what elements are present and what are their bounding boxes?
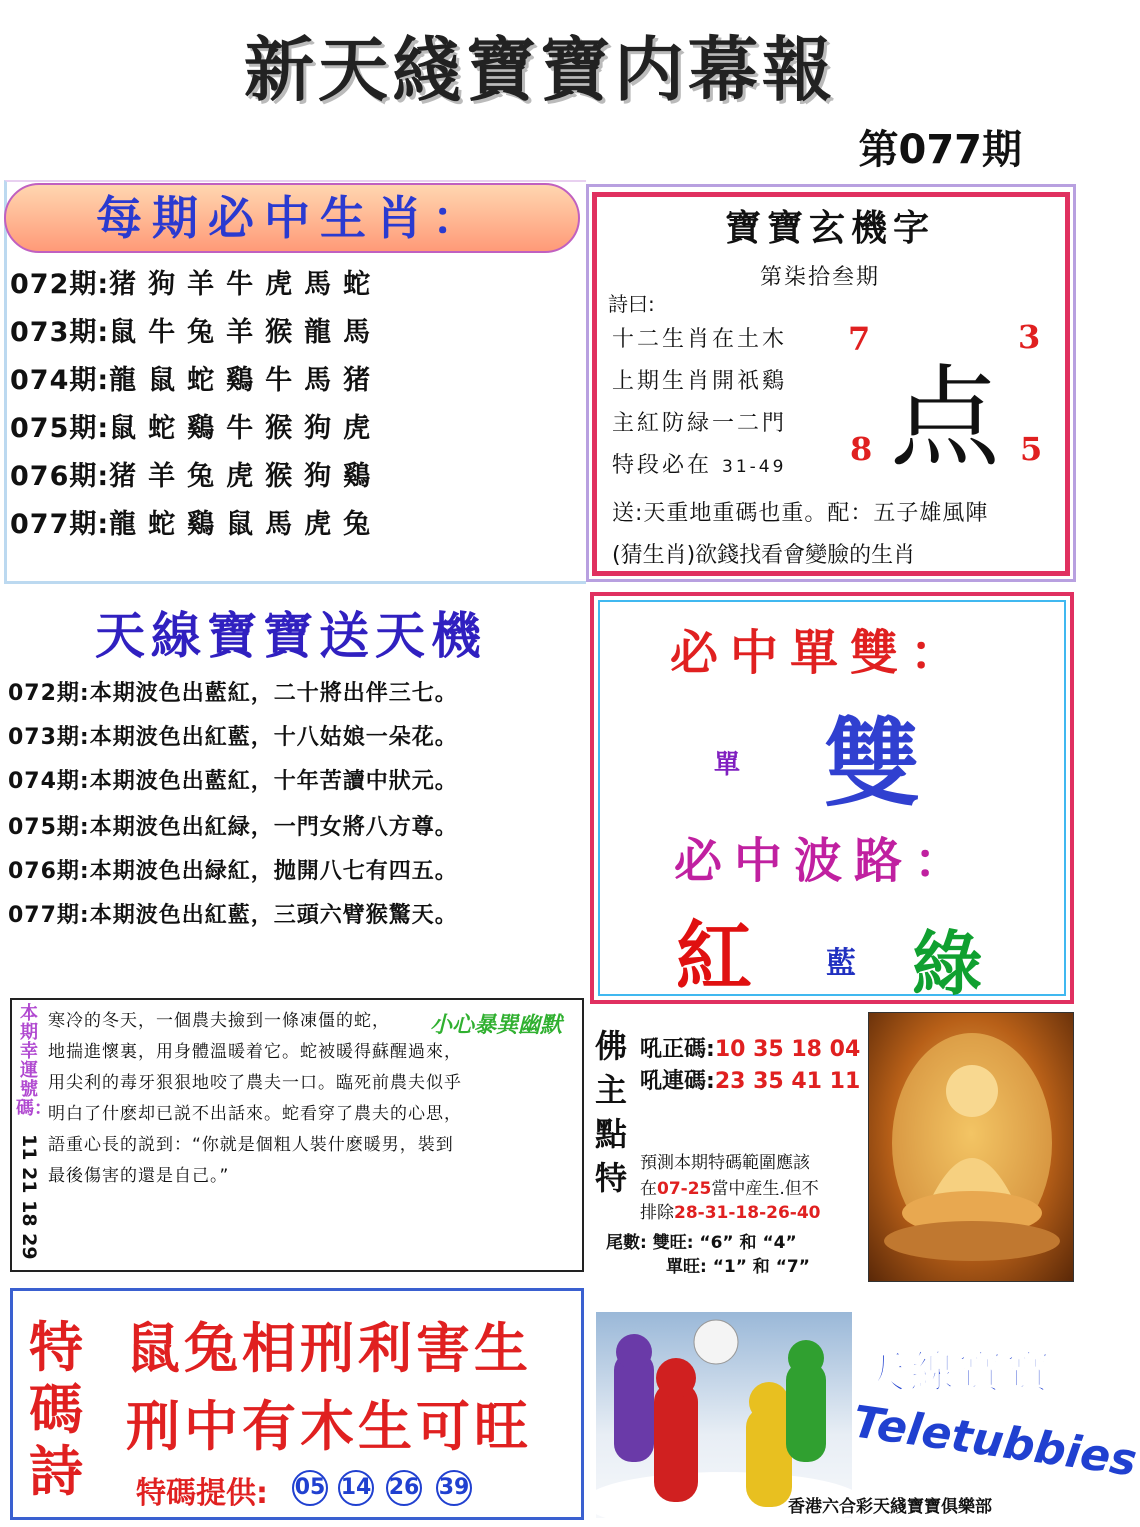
teletubbies-cn: 天線寶寶 — [862, 1347, 1054, 1398]
jizi-title: 寶寶玄機字 — [724, 207, 935, 249]
bluetooth-banner: 天線寶寶送天機 — [95, 607, 487, 665]
special-provide-label: 特碼提供: — [136, 1476, 268, 1511]
guess-zodiac-text: (猜生肖)欲錢找看會變臉的生肖 — [612, 543, 916, 568]
tail-odd: 單旺: “1” 和 “7” — [666, 1257, 810, 1277]
lucky-label: 本期幸運號碼： — [16, 1003, 52, 1119]
jizi-subtitle: 第柒拾叁期 — [759, 265, 880, 290]
wave-row: 074期:本期波色出藍紅，十年苦讀中狀元。 — [8, 769, 458, 794]
wave-row: 072期:本期波色出藍紅，二十將出伴三七。 — [8, 681, 458, 706]
poem-line: 十二生肖在土木 — [612, 327, 788, 352]
green-wave: 綠 — [912, 922, 982, 1005]
wave-row: 077期:本期波色出紅藍，三頭六臂猴驚天。 — [8, 903, 458, 928]
send-text: 送:天重地重碼也重。配：五子雄風陣 — [612, 501, 989, 526]
poem-label: 詩曰: — [608, 292, 655, 316]
machine-char: 点 — [890, 354, 1000, 482]
zodiac-row: 073期:鼠牛兔羊猴龍馬 — [10, 317, 383, 348]
tail-even: 尾數: 雙旺: “6” 和 “4” — [606, 1233, 797, 1253]
page-title: 新天綫寶寶内幕報 — [244, 28, 836, 111]
special-poem-line: 刑中有木生可旺 — [126, 1394, 532, 1458]
issue-number: 第077期 — [858, 127, 1022, 173]
range-text: 31-49 — [722, 457, 787, 477]
number-ball: 26 — [386, 1470, 422, 1506]
zodiac-row: 074期:龍鼠蛇鷄牛馬猪 — [10, 365, 383, 396]
story-text: 寒冷的冬天，一個農夫撿到一條凍僵的蛇， 地揣進懷裏，用身體溫暖着它。蛇被暖得蘇醒過來， 用尖利的毒牙狠狠地咬了農夫一口。臨死前農夫似乎 明白了什麽却已説不出話來。蛇看穿了農夫的心思， 語重心長的説到：“你就是個粗人裝什麽暖男，裝到 最後傷害的還是自己。” — [48, 1011, 462, 1186]
number-tl: 7 — [848, 320, 871, 358]
blue-wave: 藍 — [826, 946, 856, 981]
zodiac-row: 072期:猪狗羊牛虎馬蛇 — [10, 269, 383, 300]
number-ball: 14 — [338, 1470, 374, 1506]
wave-row: 073期:本期波色出紅藍，十八姑娘一朵花。 — [8, 725, 458, 750]
poem-line: 特段必在 31-49 — [612, 453, 787, 478]
buddha-image — [868, 1012, 1074, 1282]
zodiac-banner: 每期必中生肖： — [4, 183, 580, 253]
red-wave: 紅 — [676, 912, 752, 1001]
poem-line: 上期生肖開祇鷄 — [612, 369, 788, 394]
teletubbies-photo — [596, 1312, 852, 1518]
special-poem-label: 特碼詩 — [29, 1315, 83, 1503]
hou-zheng: 吼正碼:10 35 18 04 — [640, 1037, 861, 1062]
zodiac-row: 075期:鼠蛇鷄牛猴狗虎 — [10, 413, 383, 444]
prediction-line: 排除28-31-18-26-40 — [640, 1203, 821, 1223]
story-note: 小心暴巽幽默 — [430, 1013, 563, 1038]
zodiac-row: 076期:猪羊兔虎猴狗鷄 — [10, 461, 383, 492]
hou-lian: 吼連碼:23 35 41 11 — [640, 1069, 861, 1094]
prediction-line: 預測本期特碼範圍應該 — [640, 1153, 810, 1173]
zodiac-row: 077期:龍蛇鷄鼠馬虎兔 — [10, 509, 383, 540]
special-poem-line: 鼠兔相刑利害生 — [126, 1316, 532, 1380]
wave-row: 076期:本期波色出緑紅，抛開八七有四五。 — [8, 859, 458, 884]
number-ball: 39 — [436, 1470, 472, 1506]
number-bl: 8 — [850, 430, 873, 468]
wave-row: 075期:本期波色出紅緑，一門女將八方尊。 — [8, 815, 458, 840]
lucky-numbers: 11 21 18 29 — [18, 1134, 40, 1260]
number-tr: 3 — [1018, 318, 1041, 356]
odd-label: 單 — [714, 750, 741, 780]
buddha-label: 佛主點特 — [594, 1027, 627, 1197]
even-label: 雙 — [824, 707, 920, 820]
number-br: 5 — [1020, 430, 1043, 468]
teletubbies-logo: Teletubbies — [849, 1396, 1140, 1487]
oddeven-title: 必中單雙： — [670, 625, 971, 681]
prediction-line: 在07-25當中産生.但不 — [640, 1179, 819, 1199]
club-name: 香港六合彩天綫寶寶俱樂部 — [788, 1497, 992, 1517]
poem-line: 主紅防緑一二門 — [612, 411, 788, 436]
wave-title: 必中波路： — [674, 833, 975, 889]
number-ball: 05 — [292, 1470, 328, 1506]
